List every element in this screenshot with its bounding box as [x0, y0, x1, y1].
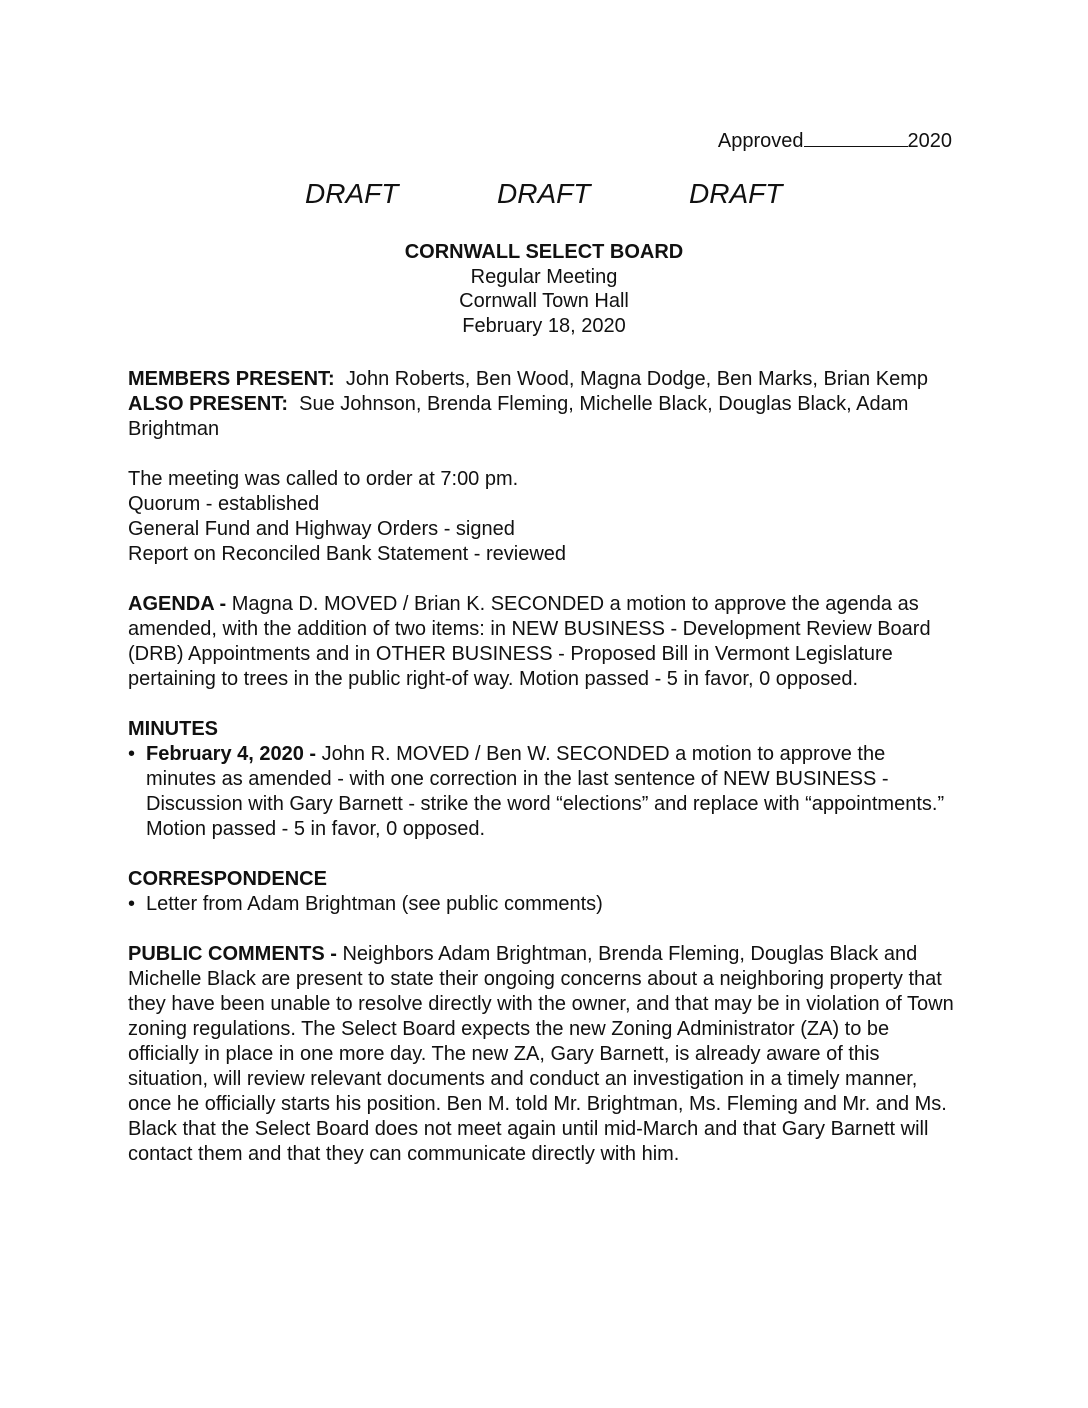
draft-label: DRAFT: [497, 178, 591, 209]
approved-year: 2020: [907, 130, 952, 152]
approval-blank-line: [804, 128, 908, 147]
minutes-item-text: John R. MOVED / Ben W. SECONDED a motion to approve the minutes as amended - with one correction in the last sentence of NEW BUSINESS - Discussion with Gary Barnett - strike the word “elections” and replace with “appointments.” Motion passed - 5 in favor, 0 opposed.: [146, 743, 945, 840]
minutes-item-label: February 4, 2020 -: [146, 743, 317, 765]
spacer: [128, 917, 958, 942]
public-comments-section: [128, 942, 958, 1167]
orders-status: General Fund and Highway Orders - signed: [128, 518, 515, 540]
correspondence-list-item: [128, 892, 958, 917]
meeting-date: February 18, 2020: [462, 314, 626, 337]
agenda-section: [128, 592, 958, 692]
draft-label: DRAFT: [689, 178, 783, 209]
board-title: CORNWALL SELECT BOARD: [404, 241, 684, 263]
minutes-body: [128, 367, 958, 1167]
meeting-type: Regular Meeting: [470, 265, 618, 288]
public-comments-text: Neighbors Adam Brightman, Brenda Fleming, Douglas Black and Michelle Black are present to state their ongoing concerns about a neighboring property that they have been unable to resolve directly with the owner, and that may be in violation of Town zoning regulations. The Select Board expects the new Zoning Administrator (ZA) to be officially in place in one more day. The new ZA, Gary Barnett, is already aware of this situation, will review relevant documents and conduct an investigation in a timely manner, once he officially starts his position. Ben M. told Mr. Brightman, Ms. Fleming and Mr. and Ms. Black that the Select Board does not meet again until mid-March and that Gary Barnett will contact them and that they can communicate directly with him.: [128, 943, 954, 1165]
quorum-status: Quorum - established: [128, 493, 320, 515]
also-present-names: Sue Johnson, Brenda Fleming, Michelle Black, Douglas Black, Adam Brightman: [128, 393, 909, 440]
draft-watermark-row: [0, 176, 1088, 216]
agenda-label: AGENDA -: [128, 593, 227, 615]
approval-line: [718, 128, 952, 154]
approved-prefix: Approved: [717, 130, 804, 152]
draft-label: DRAFT: [305, 178, 399, 209]
spacer: [128, 692, 958, 717]
bank-statement-status: Report on Reconciled Bank Statement - reviewed: [128, 543, 567, 565]
spacer: [128, 442, 958, 467]
correspondence-heading: CORRESPONDENCE: [128, 868, 327, 890]
members-present: [128, 367, 958, 392]
also-present-label: ALSO PRESENT:: [128, 393, 289, 415]
call-to-order: The meeting was called to order at 7:00 pm.: [128, 468, 519, 490]
minutes-heading: MINUTES: [128, 718, 218, 740]
spacer: [128, 567, 958, 592]
bullet-icon: •: [128, 893, 136, 915]
members-present-names: John Roberts, Ben Wood, Magna Dodge, Ben Marks, Brian Kemp: [345, 368, 928, 390]
correspondence-item-text: Letter from Adam Brightman (see public comments): [146, 893, 603, 915]
public-comments-label: PUBLIC COMMENTS -: [128, 943, 337, 965]
agenda-text: Magna D. MOVED / Brian K. SECONDED a motion to approve the agenda as amended, with the addition of two items: in NEW BUSINESS - Development Review Board (DRB) Appointments and in OTHER BUSINESS - Proposed Bill in Vermont Legislature pertaining to trees in the public right-of way. Motion passed - 5 in favor, 0 opposed.: [128, 593, 931, 690]
also-present: [128, 392, 958, 442]
spacer: [128, 842, 958, 867]
bullet-icon: •: [128, 743, 136, 765]
members-present-label: MEMBERS PRESENT:: [128, 368, 335, 390]
meeting-location: Cornwall Town Hall: [459, 290, 629, 312]
minutes-list-item: [128, 742, 958, 842]
meeting-header: [0, 240, 1088, 338]
